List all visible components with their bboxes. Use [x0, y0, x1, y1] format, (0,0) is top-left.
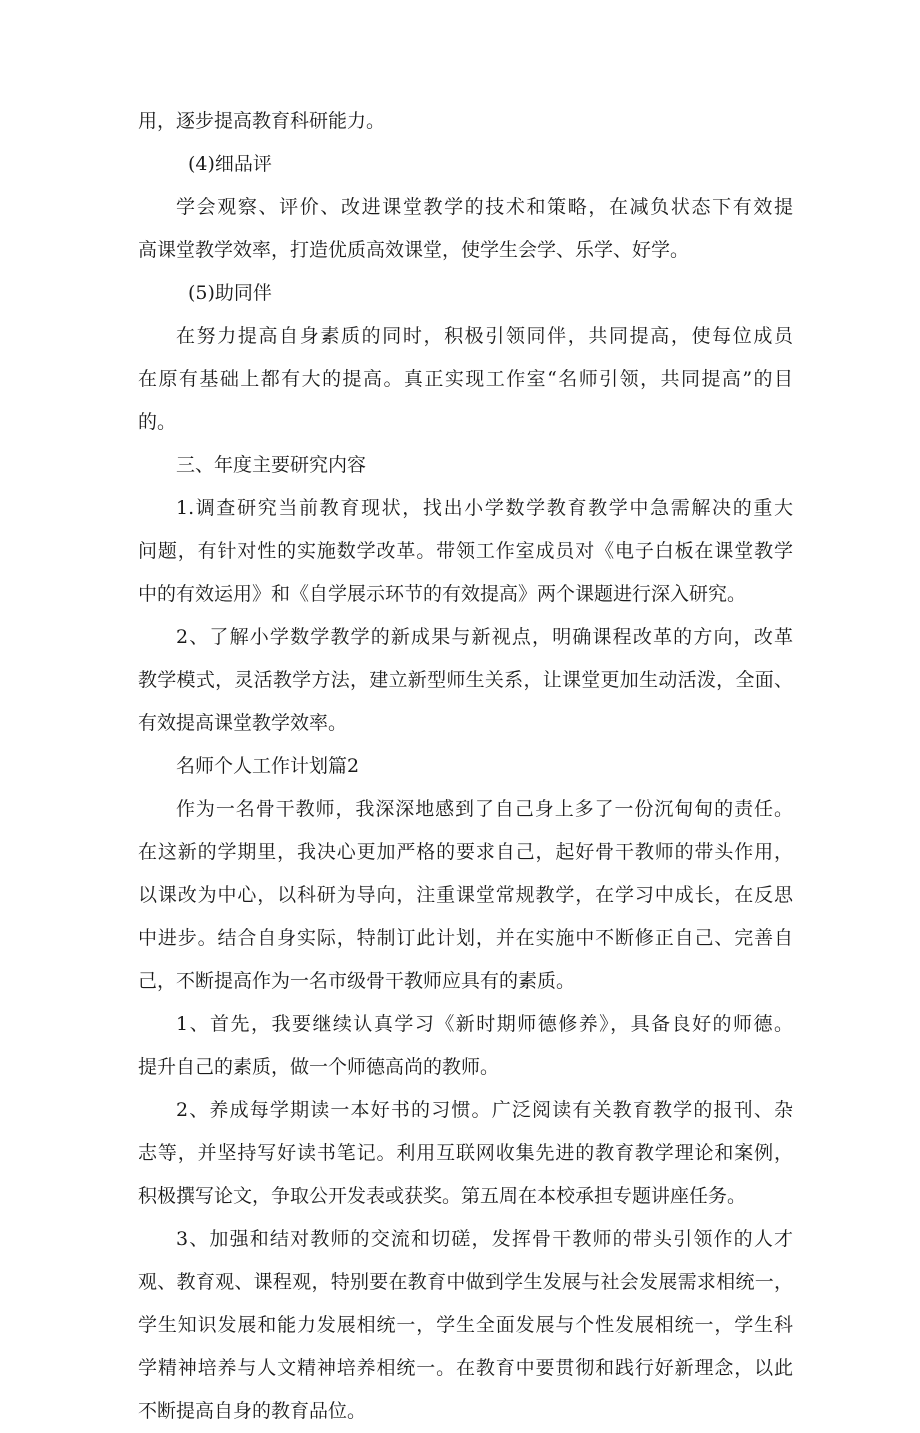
paragraph-line: 教学模式，灵活教学方法，建立新型师生关系，让课堂更加生动活泼，全面、	[138, 669, 793, 691]
paragraph-line: 问题，有针对性的实施数学改革。带领工作室成员对《电子白板在课堂教学	[138, 540, 793, 562]
paragraph-line: 学生知识发展和能力发展相统一，学生全面发展与个性发展相统一，学生科	[138, 1314, 793, 1336]
paragraph-line: 学会观察、评价、改进课堂教学的技术和策略，在减负状态下有效提	[176, 196, 793, 218]
paragraph-line: 己，不断提高作为一名市级骨干教师应具有的素质。	[138, 970, 576, 992]
paragraph-line: 在努力提高自身素质的同时，积极引领同伴，共同提高，使每位成员	[176, 325, 793, 347]
paragraph-line: 观、教育观、课程观，特别要在教育中做到学生发展与社会发展需求相统一，	[138, 1271, 793, 1293]
section-title: 名师个人工作计划篇2	[176, 755, 360, 777]
paragraph-line: 2、了解小学数学教学的新成果与新视点，明确课程改革的方向，改革	[176, 626, 793, 648]
paragraph-line: 志等，并坚持写好读书笔记。利用互联网收集先进的教育教学理论和案例，	[138, 1142, 793, 1164]
paragraph-line: 1.调查研究当前教育现状，找出小学数学教育教学中急需解决的重大	[176, 497, 793, 519]
paragraph-line: 中的有效运用》和《自学展示环节的有效提高》两个课题进行深入研究。	[138, 583, 747, 605]
paragraph-line: 2、养成每学期读一本好书的习惯。广泛阅读有关教育教学的报刊、杂	[176, 1099, 793, 1121]
document-body	[138, 100, 793, 1433]
section-heading: 三、年度主要研究内容	[176, 454, 367, 476]
subheading: (4)细品评	[188, 153, 272, 175]
paragraph-line: 高课堂教学效率，打造优质高效课堂，使学生会学、乐学、好学。	[138, 239, 690, 261]
paragraph-line: 提升自己的素质，做一个师德高尚的教师。	[138, 1056, 500, 1078]
paragraph-line: 有效提高课堂教学效率。	[138, 712, 348, 734]
paragraph-line: 中进步。结合自身实际，特制订此计划，并在实施中不断修正自己、完善自	[138, 927, 793, 949]
subheading: (5)助同伴	[188, 282, 272, 304]
paragraph-line: 1、首先，我要继续认真学习《新时期师德修养》，具备良好的师德。	[176, 1013, 793, 1035]
paragraph-line: 3、加强和结对教师的交流和切磋，发挥骨干教师的带头引领作的人才	[176, 1228, 793, 1250]
paragraph-line: 用，逐步提高教育科研能力。	[138, 110, 386, 132]
paragraph-line: 学精神培养与人文精神培养相统一。在教育中要贯彻和践行好新理念，以此	[138, 1357, 793, 1379]
paragraph-line: 作为一名骨干教师，我深深地感到了自己身上多了一份沉甸甸的责任。	[176, 798, 793, 820]
paragraph-line: 积极撰写论文，争取公开发表或获奖。第五周在本校承担专题讲座任务。	[138, 1185, 747, 1207]
paragraph-line: 在这新的学期里，我决心更加严格的要求自己，起好骨干教师的带头作用，	[138, 841, 793, 863]
paragraph-line: 的。	[138, 411, 177, 433]
paragraph-line: 在原有基础上都有大的提高。真正实现工作室“名师引领，共同提高”的目	[138, 368, 793, 390]
paragraph-line: 以课改为中心，以科研为导向，注重课堂常规教学，在学习中成长，在反思	[138, 884, 793, 906]
paragraph-line: 不断提高自身的教育品位。	[138, 1400, 367, 1422]
